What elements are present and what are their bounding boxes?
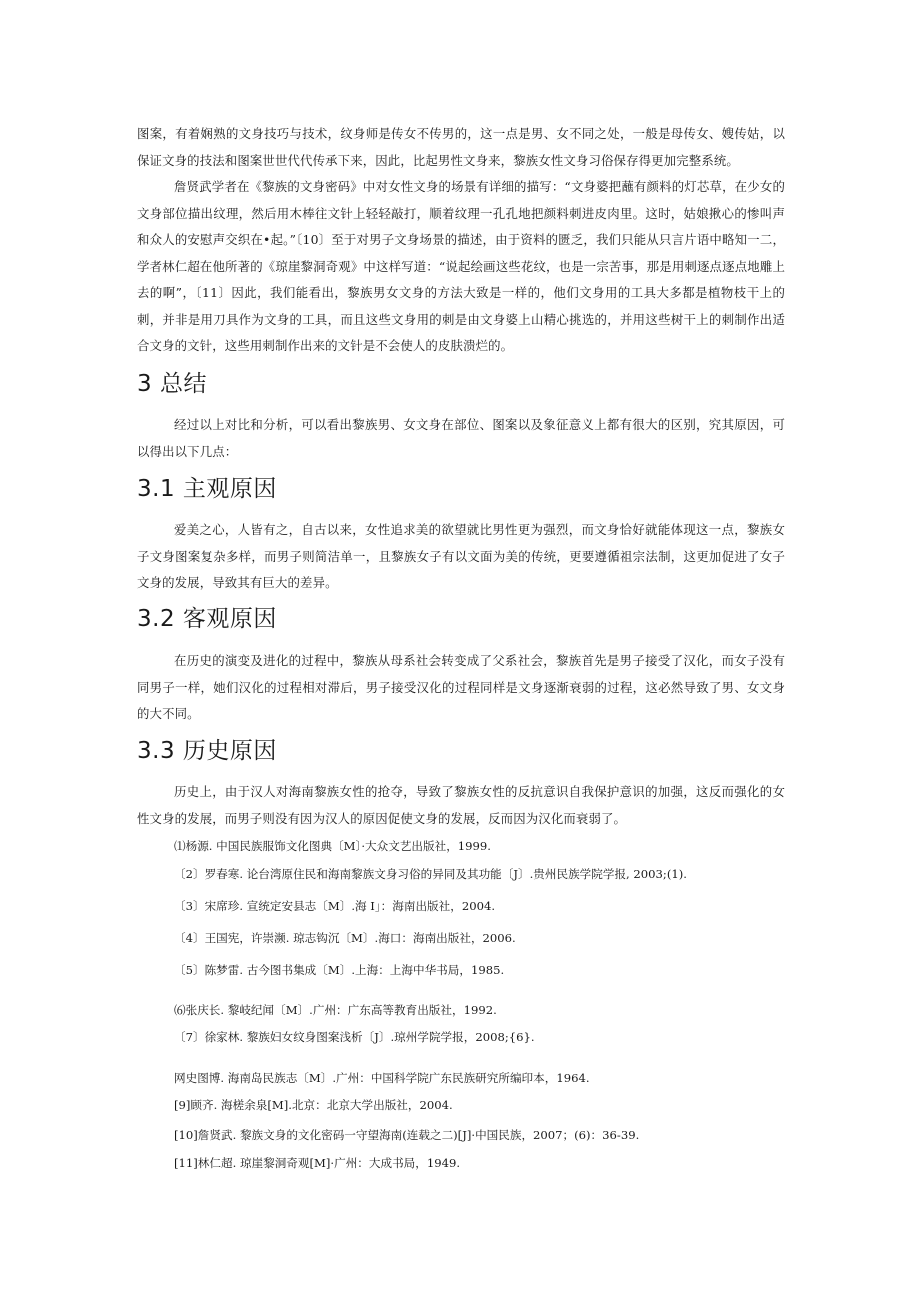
section-heading-subjective: 3.1 主观原因: [137, 476, 277, 502]
reference-item: [11]林仁超. 琼崖黎洞奇观[M]·广州：大成书局，1949.: [174, 1156, 461, 1170]
section-body-historical: 历史上，由于汉人对海南黎族女性的抢夺，导致了黎族女性的反抗意识自我保护意识的加强，这反而强化的女性文身的发展，而男子则没有因为汉人的原因促使文身的发展，反而因为汉化而衰弱了。: [137, 784, 785, 826]
section-body-subjective: 爱美之心，人皆有之，自古以来，女性追求美的欲望就比男性更为强烈，而文身恰好就能体现这一点，黎族女子文身图案复杂多样，而男子则简洁单一，且黎族女子有以文面为美的传统，更要遵循祖宗法制，这更加促进了女子文身的发展，导致其有巨大的差异。: [137, 522, 785, 590]
reference-item: 〔2〕罗春寒. 论台湾原住民和海南黎族文身习俗的异同及其功能〔J〕.贵州民族学院学报, 2003;(1).: [174, 867, 687, 881]
section-body-summary: 经过以上对比和分析，可以看出黎族男、女文身在部位、图案以及象征意义上都有很大的区别，究其原因，可以得出以下几点：: [137, 417, 785, 459]
reference-item: [9]顾齐. 海槎余泉[M].北京：北京大学出版社，2004.: [174, 1098, 453, 1112]
reference-item: 〔4〕王国宪，许崇濒. 琼志钩沉〔M〕.海口：海南出版社，2006.: [174, 931, 516, 945]
section-heading-historical: 3.3 历史原因: [137, 738, 277, 764]
reference-item: 〔3〕宋席珍. 宣统定安县志〔M〕.海 I」：海南出版社，2004.: [174, 899, 496, 913]
reference-item: 〔5〕陈梦雷. 古今图书集成〔M〕.上海：上海中华书局，1985.: [174, 963, 505, 977]
section-body-objective: 在历史的演变及进化的过程中，黎族从母系社会转变成了父系社会，黎族首先是男子接受了汉化，而女子没有同男子一样，她们汉化的过程相对滞后，男子接受汉化的过程同样是文身逐渐衰弱的过程，这必然导致了男、女文身的大不同。: [137, 653, 785, 721]
section-heading-summary: 3 总结: [137, 371, 207, 397]
paragraph-continuation: 图案，有着娴熟的文身技巧与技术，纹身师是传女不传男的，这一点是男、女不同之处，一般是母传女、嫂传姑，以保证文身的技法和图案世世代代传承下来，因此，比起男性文身来，黎族女性文身习俗保存得更加完整系统。: [137, 126, 785, 168]
reference-item: 〔7〕徐家林. 黎族妇女纹身图案浅析〔J〕.琼州学院学报，2008;{6}.: [174, 1030, 535, 1044]
section-heading-objective: 3.2 客观原因: [137, 606, 277, 632]
reference-item: 网史图博. 海南岛民族志〔M〕.广州：中国科学院广东民族研究所编印本，1964.: [174, 1071, 590, 1085]
paragraph-tattoo-scenes: 詹贤武学者在《黎族的文身密码》中对女性文身的场景有详细的描写：“文身婆把蘸有颜料的灯芯草，在少女的文身部位描出纹理，然后用木棒往文针上轻轻敲打，顺着纹理一孔孔地把颜料刺进皮肉里。这时，姑娘揪心的惨叫声和众人的安慰声交织在•起。”〔10〕至于对男子文身场景的描述，由于资料的匮乏，我们只能从只言片语中略知一二，学者林仁超在他所著的《琼崖黎洞奇观》中这样写道：“说起绘画这些花纹，也是一宗苦事，那是用刺逐点逐点地雕上去的啊”，〔11〕因此，我们能看出，黎族男女文身的方法大致是一样的，他们文身用的工具大多都是植物枝干上的刺，并非是用刀具作为文身的工具，而且这些文身用的刺是由文身婆上山精心挑选的，并用这些树干上的刺制作出适合文身的文针，这些用刺制作出来的文针是不会使人的皮肤溃烂的。: [137, 179, 785, 353]
reference-item: ⑹张庆长. 黎岐纪闻〔M〕.广州：广东高等教育出版社，1992.: [174, 1003, 497, 1017]
reference-item: ⑴杨源. 中国民族服饰文化图典〔M〕·大众文艺出版社，1999.: [174, 839, 491, 853]
reference-item: [10]詹贤武. 黎族文身的文化密码一守望海南(连载之二)[J]·中国民族，2007；(6)：36-39.: [174, 1128, 640, 1142]
